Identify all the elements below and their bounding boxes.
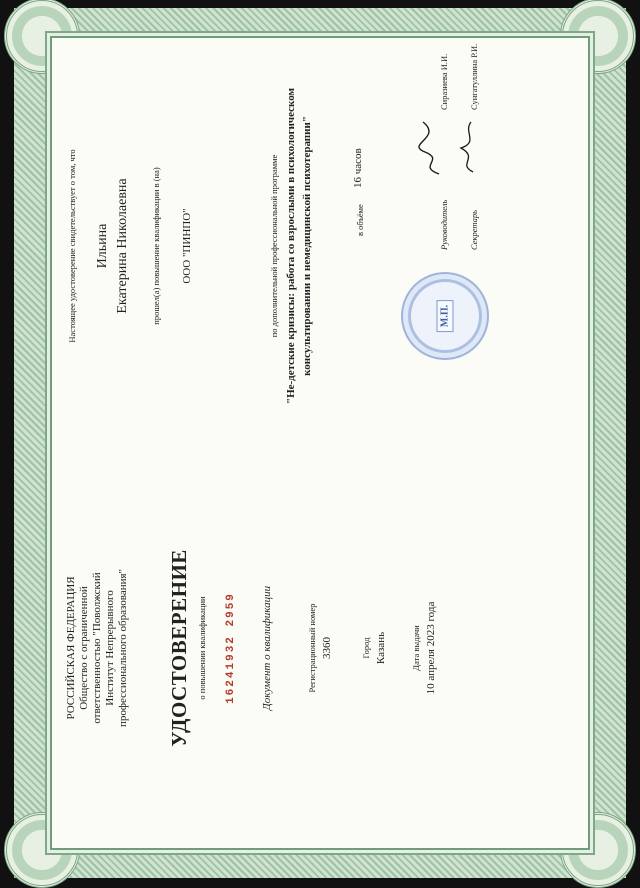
left-page [55,458,585,838]
secretary-label: Секретарь [469,210,479,250]
passed-text: прошел(а) повышение квалификации в (на) [151,167,161,325]
head-signature [415,118,449,178]
city: Казань [375,631,387,665]
issuer-line: Институт Непрерывного [104,590,116,706]
program-title-line: "Не-детские кризисы: работа со взрослыми в психологическом [285,87,297,405]
city-label: Город [361,637,371,659]
issuer-line: Общество с ограниченной [78,586,90,710]
volume-label: в объёме [355,204,365,236]
issuer-line: профессионального образования" [117,568,129,728]
head-label: Руководитель [439,199,449,250]
issuer-line: РОССИЙСКАЯ ФЕДЕРАЦИЯ [65,576,77,720]
program-title-line: консультировании и немедицинской психотерапии" [301,116,313,376]
head-name: Сиразиева И.И. [439,53,449,110]
reg-number: 3360 [321,637,333,659]
certificate-sheet [14,8,626,878]
holder-surname: Ильина [95,223,110,269]
certify-text: Настоящее удостоверение свидетельствует о том, что [67,149,77,343]
document-subtitle: о повышении квалификации [197,596,207,700]
organization-name: ООО "ПИНПО" [181,208,193,284]
document-type: Документ о квалификации [261,585,273,711]
right-page [55,43,585,446]
reg-number-label: Регистрационный номер [307,603,317,693]
stamp-text: М.П. [437,300,454,332]
secretary-signature [453,118,483,178]
volume-value: 16 часов [352,148,364,188]
holder-given-names: Екатерина Николаевна [115,178,130,314]
program-intro: по дополнительной профессиональной программе [269,154,279,338]
round-stamp [401,272,489,360]
document-title: УДОСТОВЕРЕНИЕ [167,549,191,747]
issuer-line: ответственностью "Поволжский [91,572,103,724]
secretary-name: Сунгатуллина Р.И. [469,43,479,110]
issue-date: 10 апреля 2023 года [425,601,437,695]
certificate-content [55,43,585,838]
serial-number: 16241932 2959 [225,592,237,704]
issue-date-label: Дата выдачи [411,625,421,671]
